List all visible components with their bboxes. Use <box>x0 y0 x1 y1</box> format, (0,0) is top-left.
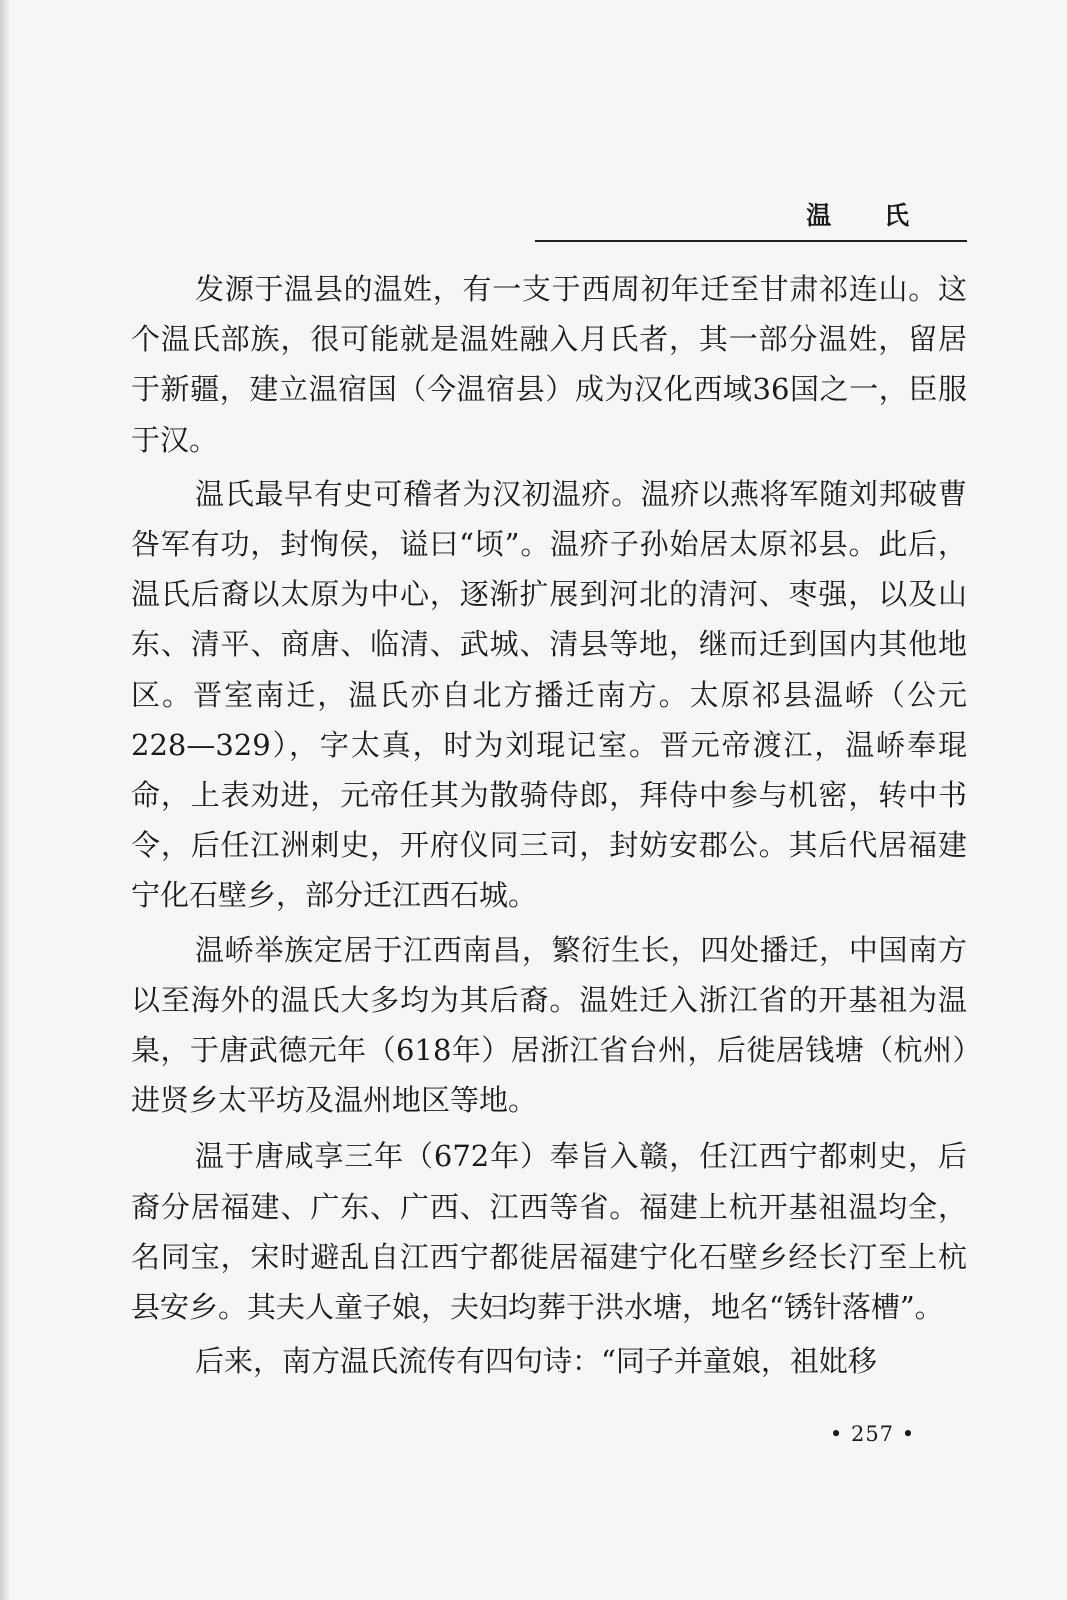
page-number: • 257 • <box>829 1422 916 1446</box>
header-title: 温 氏 <box>806 201 931 230</box>
running-header <box>535 196 967 242</box>
paragraph-3: 温峤举族定居于江西南昌，繁衍生长，四处播迁，中国南方以至海外的温氏大多均为其后裔。温姓迁入浙江省的开基祖为温臬，于唐武德元年（618年）居浙江省台州，后徙居钱塘（杭州）进贤乡太平坊及温州地区等地。 <box>131 932 967 1118</box>
paragraph-4: 温于唐咸享三年（672年）奉旨入赣，任江西宁都刺史，后裔分居福建、广东、广西、江西等省。福建上杭开基祖温均全，名同宝，宋时避乱自江西宁都徙居福建宁化石壁乡经长汀至上杭县安乡。其夫人童子娘，夫妇均葬于洪水塘，地名“锈针落槽”。 <box>131 1139 967 1325</box>
header-rule <box>535 240 967 242</box>
body-text <box>131 264 967 1390</box>
page-gutter-shadow <box>0 0 10 1600</box>
paragraph-5: 后来，南方温氏流传有四句诗：“同子并童娘，祖妣移 <box>195 1344 877 1379</box>
paragraph-2: 温氏最早有史可稽者为汉初温疥。温疥以燕将军随刘邦破曹咎军有功，封恂侯，谥曰“顷”。温疥子孙始居太原祁县。此后，温氏后裔以太原为中心，逐渐扩展到河北的清河、枣强，以及山东、清平、商唐、临清、武城、清县等地，继而迁到国内其他地区。晋室南迁，温氏亦自北方播迁南方。太原祁县温峤（公元228—329），字太真，时为刘琨记室。晋元帝渡江，温峤奉琨命，上表劝进，元帝任其为散骑侍郎，拜侍中参与机密，转中书令，后任江洲刺史，开府仪同三司，封妨安郡公。其后代居福建宁化石壁乡，部分迁江西石城。 <box>131 476 967 913</box>
paragraph-1: 发源于温县的温姓，有一支于西周初年迁至甘肃祁连山。这个温氏部族，很可能就是温姓融入月氏者，其一部分温姓，留居于新疆，建立温宿国（今温宿县）成为汉化西域36国之一，臣服于汉。 <box>131 272 967 457</box>
